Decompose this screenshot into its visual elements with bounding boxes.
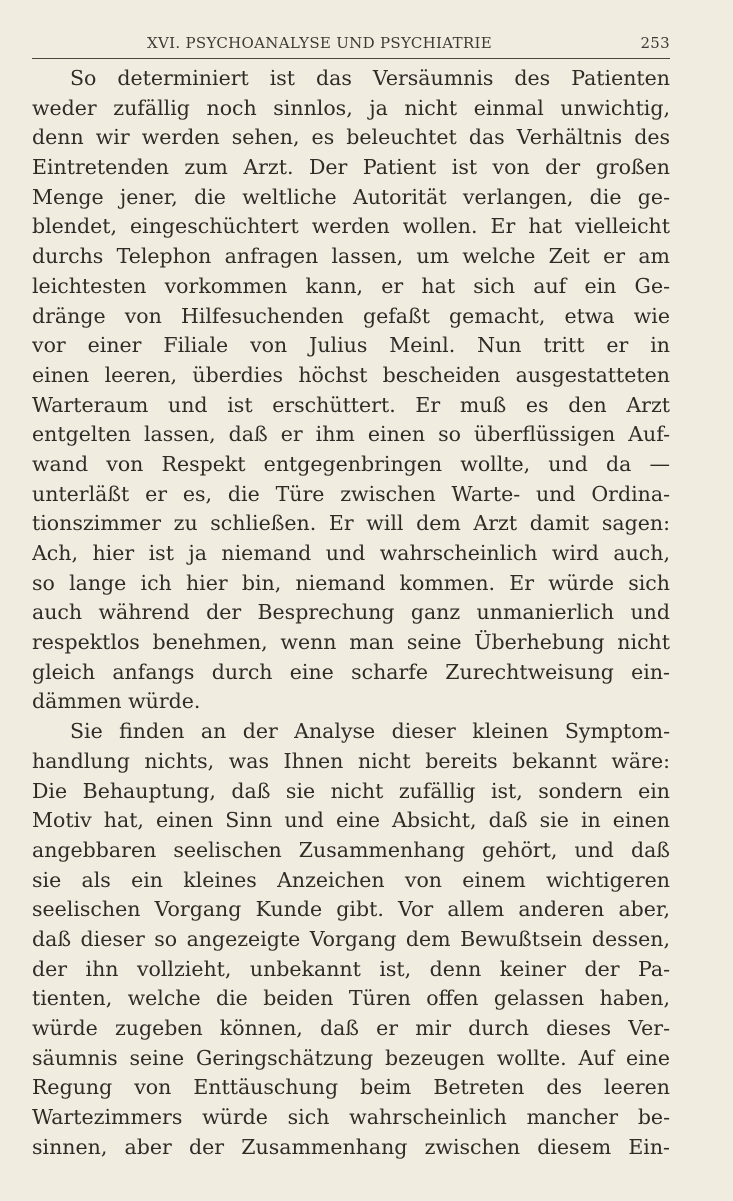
running-title: XVI. PSYCHOANALYSE UND PSYCHIATRIE bbox=[147, 34, 492, 52]
text-line: daß dieser so angezeigte Vorgang dem Bewußtsein dessen, bbox=[32, 926, 670, 951]
text-line: Motiv hat, einen Sinn und eine Absicht, daß sie in einen bbox=[32, 808, 670, 833]
text-line: angebbaren seelischen Zusammenhang gehört, und daß bbox=[32, 837, 670, 862]
text-line: unterläßt er es, die Türe zwischen Warte- und Ordina- bbox=[32, 481, 670, 506]
text-line: respektlos benehmen, wenn man seine Überhebung nicht bbox=[32, 630, 670, 655]
text-line: sinnen, aber der Zusammenhang zwischen diesem Ein- bbox=[32, 1134, 670, 1159]
text-line: blendet, eingeschüchtert werden wollen. Er hat vielleicht bbox=[32, 214, 670, 239]
text-line: So determiniert ist das Versäumnis des Patienten bbox=[70, 66, 670, 90]
page-number: 253 bbox=[640, 34, 670, 52]
text-line: sie als ein kleines Anzeichen von einem wichtigeren bbox=[32, 867, 670, 892]
page-header bbox=[32, 34, 670, 58]
text-line: dämmen würde. bbox=[32, 689, 201, 714]
text-line: tionszimmer zu schließen. Er will dem Arzt damit sagen: bbox=[32, 511, 670, 536]
text-line: Ach, hier ist ja niemand und wahrscheinlich wird auch, bbox=[32, 541, 670, 565]
body-text bbox=[32, 64, 670, 1162]
text-line: Die Behauptung, daß sie nicht zufällig ist, sondern ein bbox=[32, 778, 670, 803]
text-line: Eintretenden zum Arzt. Der Patient ist von der großen bbox=[32, 155, 670, 180]
text-line: durchs Telephon anfragen lassen, um welche Zeit er am bbox=[32, 244, 670, 269]
text-line: auch während der Besprechung ganz unmanierlich und bbox=[32, 600, 670, 625]
text-line: einen leeren, überdies höchst bescheiden ausgestatteten bbox=[32, 362, 670, 387]
text-line: würde zugeben können, daß er mir durch dieses Ver- bbox=[32, 1016, 670, 1040]
text-line: Wartezimmers würde sich wahrscheinlich mancher be- bbox=[32, 1105, 670, 1130]
text-line: dränge von Hilfesuchenden gefaßt gemacht, etwa wie bbox=[32, 303, 670, 328]
text-line: leichtesten vorkommen kann, er hat sich auf ein Ge- bbox=[32, 273, 670, 298]
text-line: wand von Respekt entgegenbringen wollte, und da — bbox=[32, 451, 670, 476]
text-line: vor einer Filiale von Julius Meinl. Nun tritt er in bbox=[32, 333, 670, 358]
text-line: Warteraum und ist erschüttert. Er muß es den Arzt bbox=[32, 392, 670, 417]
text-line: säumnis seine Geringschätzung bezeugen wollte. Auf eine bbox=[32, 1045, 670, 1070]
text-line: Menge jener, die weltliche Autorität verlangen, die ge- bbox=[32, 184, 670, 209]
text-line: Sie finden an der Analyse dieser kleinen Symptom- bbox=[70, 719, 670, 744]
text-line: handlung nichts, was Ihnen nicht bereits bekannt wäre: bbox=[32, 748, 670, 773]
text-line: tienten, welche die beiden Türen offen gelassen haben, bbox=[32, 986, 670, 1011]
text-line: denn wir werden sehen, es beleuchtet das Verhältnis des bbox=[32, 125, 670, 150]
text-line: weder zufällig noch sinnlos, ja nicht einmal unwichtig, bbox=[32, 95, 670, 120]
text-line: entgelten lassen, daß er ihm einen so überflüssigen Auf- bbox=[32, 422, 670, 447]
header-rule bbox=[32, 58, 670, 59]
text-line: gleich anfangs durch eine scharfe Zurechtweisung ein- bbox=[32, 659, 670, 684]
text-line: der ihn vollzieht, unbekannt ist, denn keiner der Pa- bbox=[32, 956, 670, 981]
text-line: Regung von Enttäuschung beim Betreten des leeren bbox=[32, 1075, 670, 1100]
text-line: so lange ich hier bin, niemand kommen. Er würde sich bbox=[32, 570, 670, 595]
text-line: seelischen Vorgang Kunde gibt. Vor allem anderen aber, bbox=[32, 897, 670, 922]
